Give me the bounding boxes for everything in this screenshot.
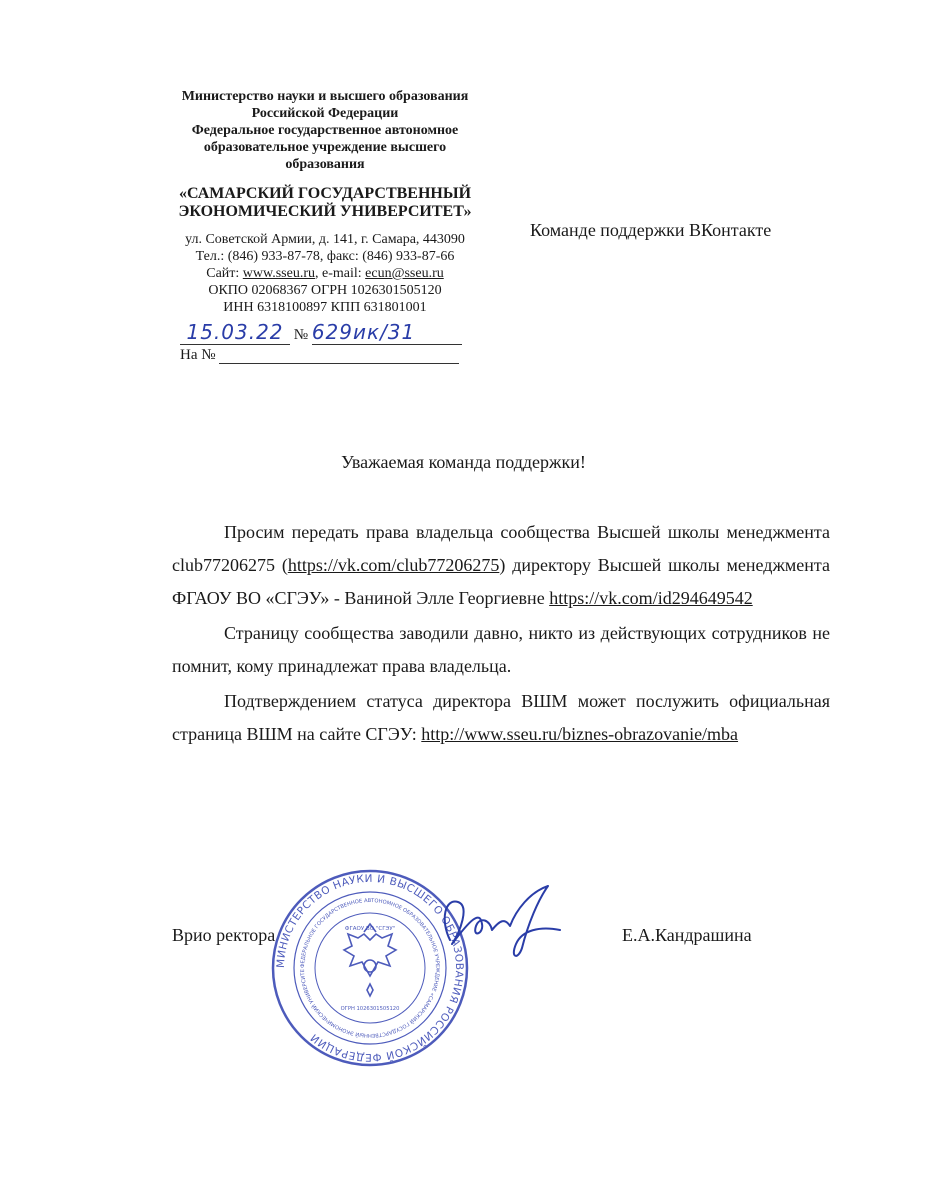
signatory-name: Е.А.Кандрашина <box>622 925 752 945</box>
ministry-line-1: Министерство науки и высшего образования <box>181 89 469 104</box>
p3-text: Подтверждением статуса директора ВШМ может послужить официальная страница ВШМ на сайте СГЭУ: <box>172 691 830 744</box>
university-name <box>140 185 510 221</box>
reply-label: На № <box>180 347 216 363</box>
org-line-3: образования <box>285 157 365 172</box>
seal-center-text: ФГАОУ ВО "СГЭУ" <box>344 926 396 932</box>
address: ул. Советской Армии, д. 141, г. Самара, 443090 <box>185 232 465 247</box>
email-link[interactable]: ecun@sseu.ru <box>365 266 444 281</box>
signatory-title: Врио ректора <box>172 925 276 945</box>
registration-row <box>180 320 480 345</box>
university-line-1: «САМАРСКИЙ ГОСУДАРСТВЕННЫЙ <box>178 185 472 202</box>
letterhead <box>140 88 510 316</box>
p1-text-2: ) директору Высшей школы менеджмента ФГАОУ ВО «СГЭУ» - Ваниной Элле Георгиевне <box>172 555 830 608</box>
number-sign: № <box>293 327 309 343</box>
inn-kpp: ИНН 6318100897 КПП 631801001 <box>223 300 427 315</box>
reply-row <box>180 347 480 364</box>
registration-block <box>180 320 480 364</box>
seal-ogrn-text: ОГРН 1026301505120 <box>340 1006 400 1012</box>
club-link[interactable]: https://vk.com/club77206275 <box>287 555 500 575</box>
p1-text-1: Просим передать права владельца сообщества Высшей школы менеджмента club77206275 ( <box>172 522 830 575</box>
seal-inner-path: ФЕДЕРАЛЬНОЕ ГОСУДАРСТВЕННОЕ АВТОНОМНОЕ ОБРАЗОВАТЕЛЬНОЕ УЧРЕЖДЕНИЕ «САМАРСКИЙ ГОСУДАРСТВЕННЫЙ ЭКОНОМИЧЕСКИЙ УНИВЕРСИТЕ <box>299 897 441 1039</box>
paragraph-2: Страницу сообщества заводили давно, никто из действующих сотрудников не помнит, кому принадлежат права владельца. <box>172 623 830 676</box>
site-link[interactable]: www.sseu.ru <box>242 266 315 281</box>
handwritten-signature <box>410 880 570 970</box>
salutation: Уважаемая команда поддержки! <box>341 452 586 472</box>
contacts <box>140 231 510 316</box>
paragraph-3 <box>172 685 830 751</box>
letter-body <box>172 516 830 753</box>
org-line-1: Федеральное государственное автономное <box>191 123 459 138</box>
site-label: Сайт: <box>206 266 243 281</box>
site-email-line <box>140 265 510 282</box>
okpo-ogrn: ОКПО 02068367 ОГРН 1026301505120 <box>208 283 442 298</box>
org-line-2: образовательное учреждение высшего <box>203 140 447 155</box>
ministry-line-2: Российской Федерации <box>251 106 399 121</box>
seal-outer-path: МИНИСТЕРСТВО НАУКИ И ВЫСШЕГО ОБРАЗОВАНИЯ РОССИЙСКОЙ ФЕДЕРАЦИИ <box>274 872 466 1064</box>
addressee: Команде поддержки ВКонтакте <box>530 220 772 240</box>
eagle-emblem-icon <box>344 924 396 996</box>
reply-blank-line <box>219 349 459 364</box>
registration-date: 15.03.22 <box>180 320 290 345</box>
email-label: , e-mail: <box>315 266 366 281</box>
registration-number: 629ик/31 <box>312 320 462 345</box>
mba-page-link[interactable]: http://www.sseu.ru/biznes-obrazovanie/mba <box>421 724 739 744</box>
paragraph-1 <box>172 516 830 615</box>
profile-link[interactable]: https://vk.com/id294649542 <box>549 588 753 608</box>
university-line-2: ЭКОНОМИЧЕСКИЙ УНИВЕРСИТЕТ» <box>178 203 472 220</box>
phone: Тел.: (846) 933-87-78, факс: (846) 933-87-66 <box>195 249 455 264</box>
